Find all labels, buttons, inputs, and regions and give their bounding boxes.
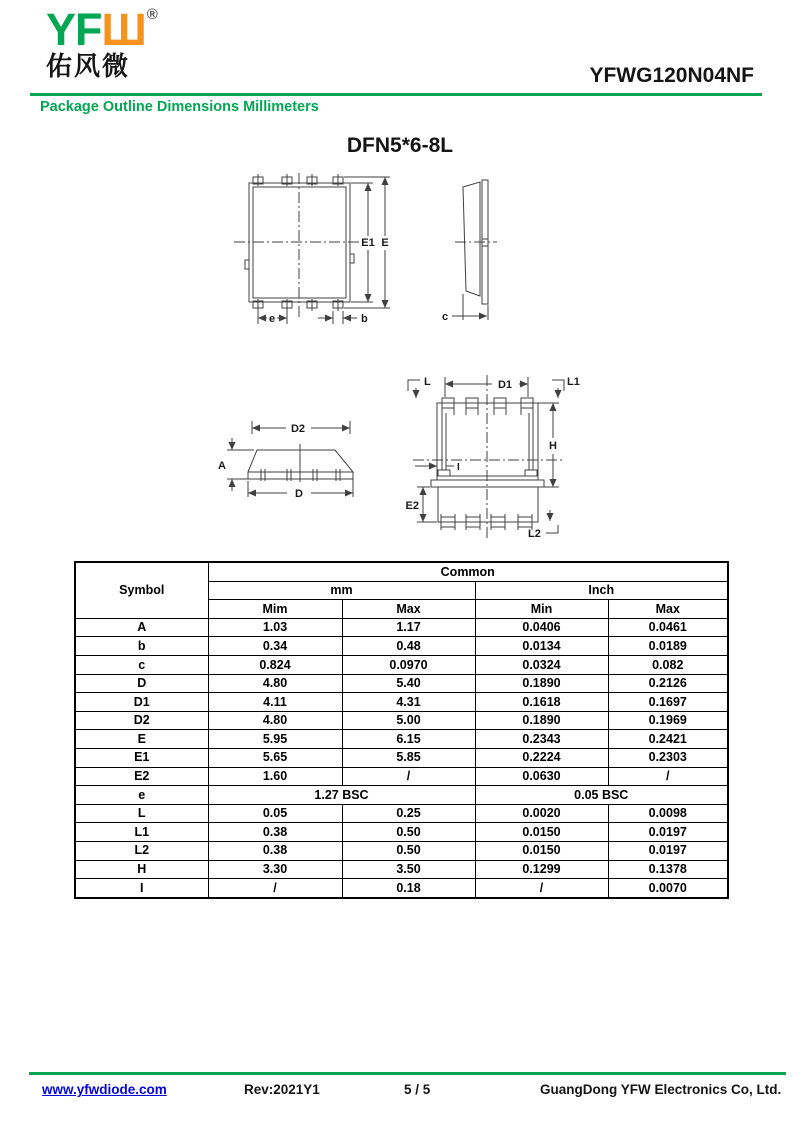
value-cell: 0.1890 <box>475 711 608 730</box>
revision-label: Rev:2021Y1 <box>244 1082 320 1097</box>
dim-label-c: c <box>441 311 449 323</box>
value-cell-inch-bsc: 0.05 BSC <box>475 786 728 805</box>
value-cell: 0.18 <box>342 879 475 898</box>
website-link[interactable]: www.yfwdiode.com <box>42 1082 167 1097</box>
value-cell: 3.50 <box>342 860 475 879</box>
value-cell: 5.00 <box>342 711 475 730</box>
value-cell: 0.0461 <box>608 618 728 637</box>
value-cell: 0.48 <box>342 637 475 656</box>
side-profile-drawing <box>218 421 353 500</box>
value-cell: 0.824 <box>208 655 342 674</box>
value-cell: 0.0197 <box>608 841 728 860</box>
package-title: DFN5*6-8L <box>346 134 454 157</box>
header-symbol: Symbol <box>75 562 208 618</box>
table-row <box>75 841 728 860</box>
value-cell: 0.05 <box>208 804 342 823</box>
symbol-cell: b <box>75 637 208 656</box>
package-outline-drawings <box>210 165 610 555</box>
header-inch: Inch <box>475 581 728 600</box>
header-common: Common <box>208 562 728 581</box>
value-cell: 0.1697 <box>608 693 728 712</box>
dim-label-i: I <box>457 462 460 473</box>
value-cell: / <box>608 767 728 786</box>
value-cell: 0.50 <box>342 823 475 842</box>
value-cell: 0.0630 <box>475 767 608 786</box>
value-cell: 3.30 <box>208 860 342 879</box>
table-row <box>75 804 728 823</box>
symbol-cell: e <box>75 786 208 805</box>
dim-label-e1: E1 <box>361 237 375 249</box>
top-view-top-pins <box>253 174 343 186</box>
value-cell: 5.95 <box>208 730 342 749</box>
symbol-cell: c <box>75 655 208 674</box>
value-cell: 5.40 <box>342 674 475 693</box>
dim-label-a: A <box>218 460 226 472</box>
value-cell: 0.38 <box>208 823 342 842</box>
value-cell: 0.0406 <box>475 618 608 637</box>
value-cell: 1.03 <box>208 618 342 637</box>
dim-label-e2: E2 <box>405 500 419 512</box>
value-cell: 0.1618 <box>475 693 608 712</box>
top-view-bottom-pins <box>253 299 343 311</box>
value-cell: 0.1299 <box>475 860 608 879</box>
value-cell: 0.0070 <box>608 879 728 898</box>
dim-label-l1: L1 <box>567 376 580 388</box>
table-row <box>75 711 728 730</box>
value-cell: 4.31 <box>342 693 475 712</box>
value-cell: 0.2126 <box>608 674 728 693</box>
dimensions-table <box>74 561 729 899</box>
table-row <box>75 823 728 842</box>
value-cell: 0.2421 <box>608 730 728 749</box>
header-inch-max: Max <box>608 600 728 619</box>
symbol-cell: E1 <box>75 748 208 767</box>
value-cell: 0.082 <box>608 655 728 674</box>
logo-w-glyph: Ш <box>101 4 146 55</box>
table-row <box>75 748 728 767</box>
dim-label-b: b <box>361 313 368 325</box>
symbol-cell: D1 <box>75 693 208 712</box>
value-cell: 4.11 <box>208 693 342 712</box>
symbol-cell: H <box>75 860 208 879</box>
value-cell: 5.65 <box>208 748 342 767</box>
symbol-cell: A <box>75 618 208 637</box>
bottom-view-drawing <box>406 375 580 540</box>
symbol-cell: E <box>75 730 208 749</box>
logo-chinese-name: 佑风微 <box>46 50 131 81</box>
table-row <box>75 860 728 879</box>
value-cell: 0.0970 <box>342 655 475 674</box>
header-mm: mm <box>208 581 475 600</box>
value-cell: 1.17 <box>342 618 475 637</box>
value-cell: 0.0150 <box>475 841 608 860</box>
part-number: YFWG120N04NF <box>589 64 754 87</box>
table-row <box>75 618 728 637</box>
value-cell: 0.0020 <box>475 804 608 823</box>
value-cell: 0.0150 <box>475 823 608 842</box>
value-cell: 4.80 <box>208 674 342 693</box>
dim-label-e-outer: E <box>381 237 389 249</box>
value-cell: 6.15 <box>342 730 475 749</box>
table-row <box>75 730 728 749</box>
value-cell: 1.60 <box>208 767 342 786</box>
value-cell: 0.38 <box>208 841 342 860</box>
dim-label-e-pitch: e <box>268 313 276 325</box>
logo-yf-text: YF <box>46 4 102 55</box>
table-header-row <box>75 562 728 581</box>
logo-wordmark <box>46 4 157 55</box>
header-inch-min: Min <box>475 600 608 619</box>
dim-label-d2: D2 <box>290 423 306 435</box>
value-cell: 0.1969 <box>608 711 728 730</box>
value-cell: / <box>208 879 342 898</box>
value-cell: 0.0189 <box>608 637 728 656</box>
dim-label-l: L <box>424 376 431 388</box>
page-number: 5 / 5 <box>404 1082 431 1097</box>
table-row <box>75 674 728 693</box>
dim-label-l2: L2 <box>528 528 541 540</box>
footer-divider-line <box>29 1072 786 1075</box>
value-cell: 0.34 <box>208 637 342 656</box>
value-cell: 0.0134 <box>475 637 608 656</box>
value-cell: 0.0098 <box>608 804 728 823</box>
value-cell: 0.2303 <box>608 748 728 767</box>
header-mm-min: Mim <box>208 600 342 619</box>
company-name: GuangDong YFW Electronics Co, Ltd. <box>540 1082 782 1097</box>
header-divider-line <box>30 93 762 96</box>
value-cell: / <box>342 767 475 786</box>
dim-label-d1: D1 <box>497 379 513 391</box>
value-cell: 0.0197 <box>608 823 728 842</box>
value-cell: 0.1890 <box>475 674 608 693</box>
symbol-cell: D2 <box>75 711 208 730</box>
registered-trademark-icon: ® <box>146 6 157 23</box>
table-row <box>75 693 728 712</box>
table-row <box>75 655 728 674</box>
symbol-cell: I <box>75 879 208 898</box>
value-cell: 0.2343 <box>475 730 608 749</box>
table-row <box>75 637 728 656</box>
value-cell-mm-bsc: 1.27 BSC <box>208 786 475 805</box>
table-row <box>75 767 728 786</box>
value-cell: 0.25 <box>342 804 475 823</box>
value-cell: 0.0324 <box>475 655 608 674</box>
side-view-drawing <box>442 180 497 323</box>
top-view-drawing <box>234 173 390 325</box>
dim-label-h: H <box>549 440 557 452</box>
table-row <box>75 879 728 898</box>
page-subtitle: Package Outline Dimensions Millimeters <box>40 99 319 115</box>
dim-label-d: D <box>295 488 303 500</box>
symbol-cell: L <box>75 804 208 823</box>
symbol-cell: E2 <box>75 767 208 786</box>
header-mm-max: Max <box>342 600 475 619</box>
company-logo <box>46 4 157 81</box>
value-cell: 0.2224 <box>475 748 608 767</box>
symbol-cell: L1 <box>75 823 208 842</box>
symbol-cell: D <box>75 674 208 693</box>
value-cell: 0.50 <box>342 841 475 860</box>
table-row-bsc <box>75 786 728 805</box>
value-cell: 0.1378 <box>608 860 728 879</box>
value-cell: 4.80 <box>208 711 342 730</box>
symbol-cell: L2 <box>75 841 208 860</box>
value-cell: / <box>475 879 608 898</box>
value-cell: 5.85 <box>342 748 475 767</box>
